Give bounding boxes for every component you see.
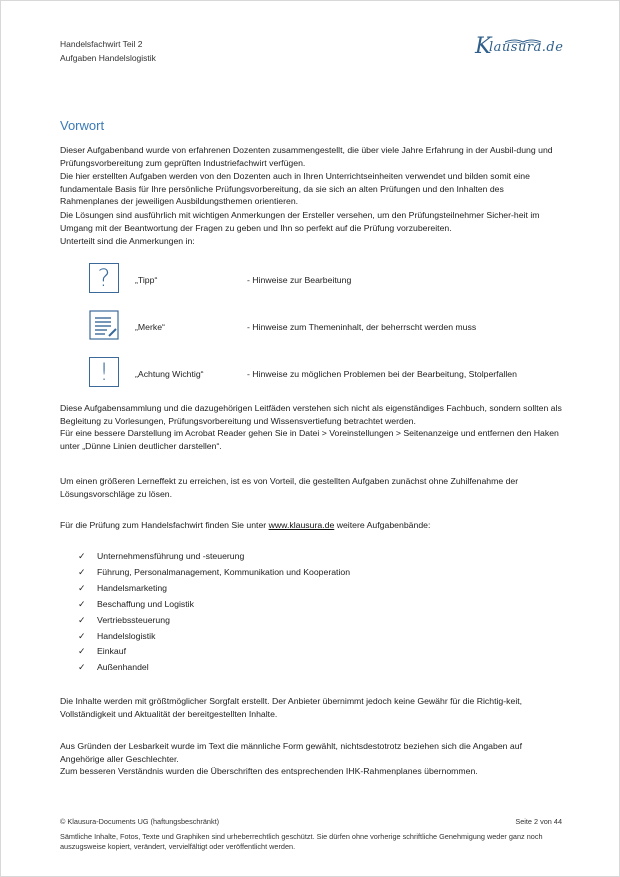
check-icon: ✓ bbox=[78, 566, 86, 577]
legal-notice: Sämtliche Inhalte, Fotos, Texte und Graphiken sind urheberrechtlich geschützt. Sie dürfen ohne vorherige schriftliche Genehmigung weder ganz noch auszugsweise kopiert, verändert, vervielfältigt oder veröffentlicht werden. bbox=[60, 832, 543, 851]
legend-description: - Hinweise zum Themeninhalt, der beherrscht werden muss bbox=[247, 322, 477, 332]
learning-paragraph: Um einen größeren Lerneffekt zu erreichen, ist es von Vorteil, die gestellten Aufgaben zunächst ohne Zuhilfenahme der Lösungsvorschläge zu lösen. bbox=[60, 476, 519, 499]
legend-row-tipp bbox=[89, 263, 569, 310]
intro-paragraph: Die Lösungen sind ausführlich mit wichtigen Anmerkungen der Ersteller versehen, um den Prüfungsteilnehmer Sicher-heit im Umgang mit der Beantwortung der Fragen zu geben und Ihn so perfekt auf die Prüfung vorzubereiten. bbox=[60, 209, 540, 233]
books-list bbox=[78, 549, 350, 676]
legend-description: - Hinweise zur Bearbeitung bbox=[247, 275, 352, 285]
check-icon: ✓ bbox=[78, 614, 86, 625]
logo-initial: K bbox=[475, 34, 492, 59]
page-title: Vorwort bbox=[60, 118, 105, 133]
legend-description: - Hinweise zu möglichen Problemen bei der Bearbeitung, Stolperfallen bbox=[247, 369, 517, 379]
list-item: ✓ Führung, Personalmanagement, Kommunikation und Kooperation bbox=[78, 565, 350, 581]
legend-row-achtung bbox=[89, 357, 569, 404]
klausura-link[interactable]: www.klausura.de bbox=[268, 520, 335, 530]
intro-section bbox=[60, 144, 562, 249]
acrobat-paragraph: Für eine bessere Darstellung im Acrobat Reader gehen Sie in Datei > Voreinstellungen > Seitenanzeige und entfernen den Haken unter „Dünne Linien deutlicher darstellen“. bbox=[60, 428, 559, 451]
intro-paragraph: Dieser Aufgabenband wurde von erfahrenen Dozenten zusammengestellt, die über viele Jahre Erfahrung in der Ausbil-dung und Prüfungsvorbereitung zum geprüften Industriefachwirt verfügen. bbox=[60, 145, 553, 168]
more-books-paragraph bbox=[60, 519, 562, 532]
header-line-2: Aufgaben Handelslogistik bbox=[60, 53, 156, 63]
list-item: ✓ Beschaffung und Logistik bbox=[78, 597, 350, 613]
logo-text: lausura.de bbox=[489, 40, 564, 55]
disclaimer-paragraph: Die Inhalte werden mit größtmöglicher Sorgfalt erstellt. Der Anbieter übernimmt jedoch keine Gewähr für die Richtig-keit, Vollständigkeit und Aktualität der bereitgestellten Inhalte. bbox=[60, 696, 523, 719]
more-books-text-end: weitere Aufgabenbände: bbox=[334, 520, 431, 530]
intro-paragraph: Die hier erstellten Aufgaben werden von den Dozenten auch in Ihren Unterrichtseinheiten verwendet und bilden somit eine fundamentale Basis für Ihre persönliche Prüfungsvorbereitung, da sie sich an alten Prüfungen und den Inhalten des Rahmenplanes der jeweiligen Ausbildungsthemen orientieren. bbox=[60, 171, 530, 207]
list-item: ✓ Handelsmarketing bbox=[78, 581, 350, 597]
page-header bbox=[60, 37, 156, 65]
legend-label: „Achtung Wichtig“ bbox=[135, 369, 204, 379]
page-footer bbox=[60, 817, 562, 852]
intro-paragraph: Unterteilt sind die Anmerkungen in: bbox=[60, 236, 195, 247]
check-icon: ✓ bbox=[78, 662, 86, 673]
question-icon: ? bbox=[89, 263, 119, 293]
header-line-1: Handelsfachwirt Teil 2 bbox=[60, 39, 143, 49]
check-icon: ✓ bbox=[78, 551, 86, 561]
check-icon: ✓ bbox=[78, 582, 86, 593]
list-item: ✓ Unternehmensführung und -steuerung bbox=[78, 549, 350, 565]
logo-book-icon bbox=[475, 35, 575, 65]
check-icon: ✓ bbox=[78, 598, 86, 609]
legend-label: „Tipp“ bbox=[135, 275, 158, 285]
notes-section bbox=[60, 740, 562, 778]
more-books-text: Für die Prüfung zum Handelsfachwirt finden Sie unter bbox=[60, 520, 269, 530]
usage-section bbox=[60, 402, 562, 452]
copyright-text: © Klausura-Documents UG (haftungsbeschränkt) bbox=[60, 817, 220, 826]
headings-note: Zum besseren Verständnis wurden die Überschriften des entsprechenden IHK-Rahmenplanes übernommen. bbox=[60, 766, 478, 777]
annotation-legend bbox=[89, 263, 569, 404]
page-number: Seite 2 von 44 bbox=[515, 817, 562, 826]
list-item: ✓ Handelslogistik bbox=[78, 629, 350, 645]
check-icon: ✓ bbox=[78, 646, 86, 657]
exclamation-icon: ! bbox=[89, 357, 119, 387]
klausura-logo bbox=[475, 35, 575, 65]
legend-row-merke bbox=[89, 310, 569, 357]
notepad-icon bbox=[89, 310, 119, 340]
legend-label: „Merke“ bbox=[135, 322, 165, 332]
list-item: ✓ Außenhandel bbox=[78, 660, 350, 676]
list-item: ✓ Einkauf bbox=[78, 644, 350, 660]
usage-paragraph: Diese Aufgabensammlung und die dazugehörigen Leitfäden verstehen sich nicht als eigenständiges Fachbuch, sondern sollten als Begleitung zu Vorlesungen, Prüfungsvorbereitung und Wissensvertiefung betrachtet werden. bbox=[60, 403, 562, 426]
check-icon: ✓ bbox=[78, 630, 86, 641]
gender-note: Aus Gründen der Lesbarkeit wurde im Text die männliche Form gewählt, nichtsdestotrotz beziehen sich die Angaben auf Angehörige aller Geschlechter. bbox=[60, 741, 522, 764]
list-item: ✓ Vertriebssteuerung bbox=[78, 613, 350, 629]
